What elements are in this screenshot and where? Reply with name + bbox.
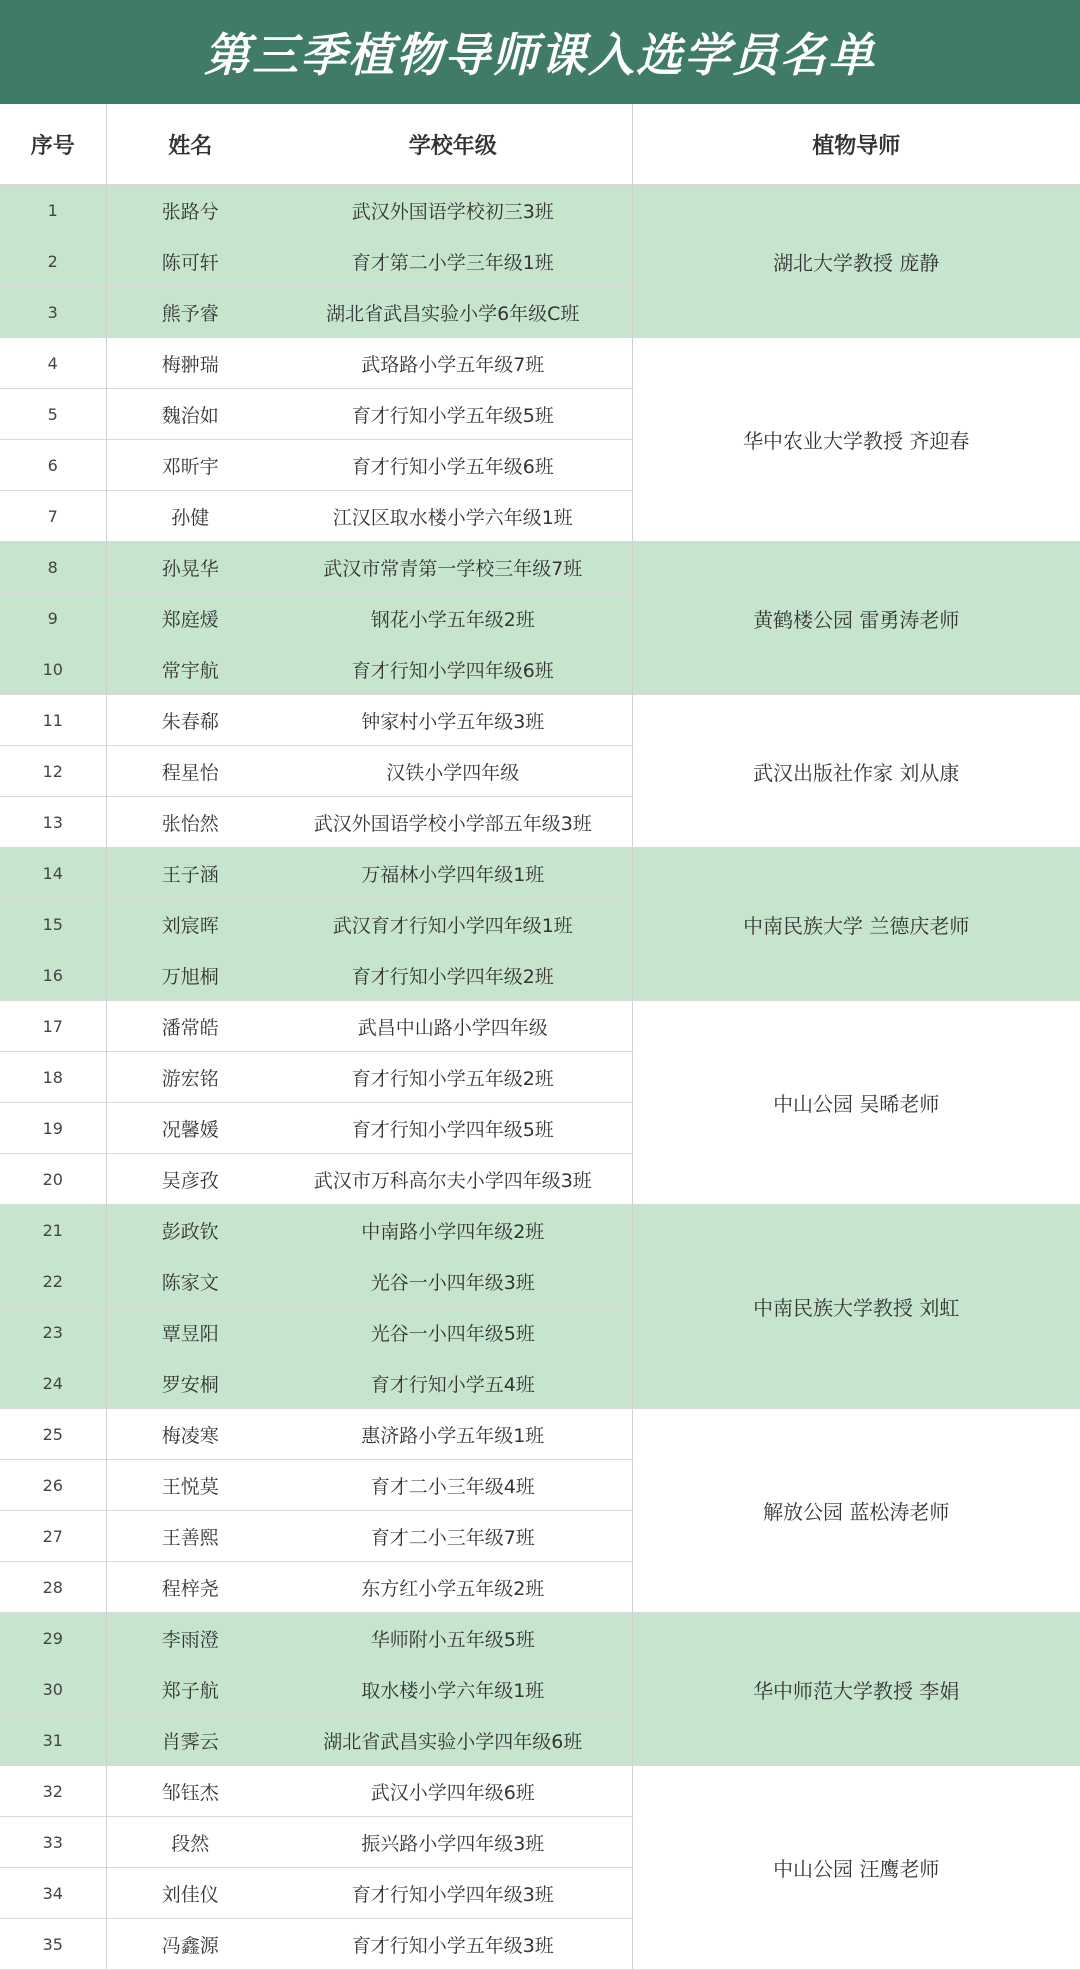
student-number: 20 — [0, 1154, 106, 1205]
student-name: 罗安桐 — [106, 1358, 274, 1409]
student-name: 张路兮 — [106, 185, 274, 236]
student-name: 孙晃华 — [106, 542, 274, 593]
header-school: 学校年级 — [274, 104, 632, 185]
student-school: 育才行知小学五4班 — [274, 1358, 632, 1409]
header-no: 序号 — [0, 104, 106, 185]
student-school: 育才二小三年级4班 — [274, 1460, 632, 1511]
student-school: 武汉小学四年级6班 — [274, 1766, 632, 1817]
student-name: 万旭桐 — [106, 950, 274, 1001]
student-name: 刘宸晖 — [106, 899, 274, 950]
student-school: 湖北省武昌实验小学四年级6班 — [274, 1715, 632, 1766]
student-school: 育才行知小学四年级2班 — [274, 950, 632, 1001]
student-school: 钟家村小学五年级3班 — [274, 695, 632, 746]
student-number: 3 — [0, 287, 106, 338]
student-number: 1 — [0, 185, 106, 236]
table-row — [0, 1409, 1080, 1460]
student-name: 李雨澄 — [106, 1613, 274, 1664]
page-title: 第三季植物导师课入选学员名单 — [204, 28, 876, 82]
student-school: 育才行知小学五年级3班 — [274, 1919, 632, 1970]
student-number: 13 — [0, 797, 106, 848]
student-number: 24 — [0, 1358, 106, 1409]
student-number: 35 — [0, 1919, 106, 1970]
student-school: 育才行知小学五年级5班 — [274, 389, 632, 440]
student-number: 28 — [0, 1562, 106, 1613]
student-name: 熊予睿 — [106, 287, 274, 338]
student-school: 武珞路小学五年级7班 — [274, 338, 632, 389]
student-name: 郑庭煖 — [106, 593, 274, 644]
student-name: 冯鑫源 — [106, 1919, 274, 1970]
header-mentor: 植物导师 — [632, 104, 1080, 185]
student-school: 育才行知小学五年级6班 — [274, 440, 632, 491]
mentor-cell: 武汉出版社作家 刘从康 — [632, 695, 1080, 848]
table-row — [0, 695, 1080, 746]
student-name: 彭政钦 — [106, 1205, 274, 1256]
student-name: 段然 — [106, 1817, 274, 1868]
table-row — [0, 185, 1080, 236]
table-row — [0, 1613, 1080, 1664]
student-number: 5 — [0, 389, 106, 440]
student-name: 梅翀瑞 — [106, 338, 274, 389]
student-school: 惠济路小学五年级1班 — [274, 1409, 632, 1460]
mentor-cell: 中南民族大学教授 刘虹 — [632, 1205, 1080, 1409]
table-row — [0, 338, 1080, 389]
student-number: 23 — [0, 1307, 106, 1358]
student-number: 21 — [0, 1205, 106, 1256]
student-name: 陈家文 — [106, 1256, 274, 1307]
student-name: 况馨媛 — [106, 1103, 274, 1154]
mentor-cell: 湖北大学教授 庞静 — [632, 185, 1080, 338]
student-name: 陈可轩 — [106, 236, 274, 287]
student-name: 刘佳仪 — [106, 1868, 274, 1919]
student-school: 江汉区取水楼小学六年级1班 — [274, 491, 632, 542]
student-number: 16 — [0, 950, 106, 1001]
table-row — [0, 1205, 1080, 1256]
student-name: 吴彦孜 — [106, 1154, 274, 1205]
table-row — [0, 1766, 1080, 1817]
student-school: 育才第二小学三年级1班 — [274, 236, 632, 287]
student-school: 万福林小学四年级1班 — [274, 848, 632, 899]
student-number: 25 — [0, 1409, 106, 1460]
mentor-cell: 中山公园 吴晞老师 — [632, 1001, 1080, 1205]
student-number: 32 — [0, 1766, 106, 1817]
mentor-cell: 中南民族大学 兰德庆老师 — [632, 848, 1080, 1001]
table-row — [0, 1001, 1080, 1052]
student-number: 7 — [0, 491, 106, 542]
student-number: 31 — [0, 1715, 106, 1766]
student-name: 邓昕宇 — [106, 440, 274, 491]
student-school: 武汉外国语学校初三3班 — [274, 185, 632, 236]
student-school: 光谷一小四年级3班 — [274, 1256, 632, 1307]
student-number: 14 — [0, 848, 106, 899]
student-number: 9 — [0, 593, 106, 644]
student-number: 18 — [0, 1052, 106, 1103]
student-number: 27 — [0, 1511, 106, 1562]
student-number: 12 — [0, 746, 106, 797]
student-name: 邹钰杰 — [106, 1766, 274, 1817]
student-number: 10 — [0, 644, 106, 695]
student-number: 2 — [0, 236, 106, 287]
student-number: 22 — [0, 1256, 106, 1307]
student-school: 钢花小学五年级2班 — [274, 593, 632, 644]
student-number: 26 — [0, 1460, 106, 1511]
header-name: 姓名 — [106, 104, 274, 185]
student-name: 郑子航 — [106, 1664, 274, 1715]
mentor-cell: 黄鹤楼公园 雷勇涛老师 — [632, 542, 1080, 695]
student-name: 程星怡 — [106, 746, 274, 797]
student-school: 光谷一小四年级5班 — [274, 1307, 632, 1358]
student-school: 武汉育才行知小学四年级1班 — [274, 899, 632, 950]
mentor-cell: 华中农业大学教授 齐迎春 — [632, 338, 1080, 542]
student-number: 17 — [0, 1001, 106, 1052]
table-row — [0, 848, 1080, 899]
student-school: 育才行知小学四年级6班 — [274, 644, 632, 695]
student-name: 程梓尧 — [106, 1562, 274, 1613]
student-name: 魏治如 — [106, 389, 274, 440]
student-number: 4 — [0, 338, 106, 389]
student-number: 8 — [0, 542, 106, 593]
student-name: 游宏铭 — [106, 1052, 274, 1103]
student-name: 潘常皓 — [106, 1001, 274, 1052]
student-school: 湖北省武昌实验小学6年级C班 — [274, 287, 632, 338]
student-name: 王子涵 — [106, 848, 274, 899]
student-number: 30 — [0, 1664, 106, 1715]
student-number: 29 — [0, 1613, 106, 1664]
student-number: 33 — [0, 1817, 106, 1868]
student-school: 东方红小学五年级2班 — [274, 1562, 632, 1613]
student-school: 中南路小学四年级2班 — [274, 1205, 632, 1256]
student-number: 6 — [0, 440, 106, 491]
student-number: 34 — [0, 1868, 106, 1919]
student-school: 汉铁小学四年级 — [274, 746, 632, 797]
mentor-cell: 解放公园 蓝松涛老师 — [632, 1409, 1080, 1613]
student-school: 育才行知小学五年级2班 — [274, 1052, 632, 1103]
student-school: 武汉市常青第一学校三年级7班 — [274, 542, 632, 593]
roster-body — [0, 185, 1080, 1970]
student-name: 肖霁云 — [106, 1715, 274, 1766]
student-name: 王善熙 — [106, 1511, 274, 1562]
student-number: 15 — [0, 899, 106, 950]
student-name: 朱春郗 — [106, 695, 274, 746]
student-name: 常宇航 — [106, 644, 274, 695]
student-name: 覃昱阳 — [106, 1307, 274, 1358]
student-school: 育才行知小学四年级5班 — [274, 1103, 632, 1154]
table-header-row — [0, 104, 1080, 185]
student-school: 武汉外国语学校小学部五年级3班 — [274, 797, 632, 848]
mentor-cell: 中山公园 汪鹰老师 — [632, 1766, 1080, 1970]
table-row — [0, 542, 1080, 593]
student-number: 19 — [0, 1103, 106, 1154]
student-name: 梅凌寒 — [106, 1409, 274, 1460]
student-school: 育才二小三年级7班 — [274, 1511, 632, 1562]
student-school: 武汉市万科高尔夫小学四年级3班 — [274, 1154, 632, 1205]
student-school: 取水楼小学六年级1班 — [274, 1664, 632, 1715]
student-school: 振兴路小学四年级3班 — [274, 1817, 632, 1868]
title-banner — [0, 0, 1080, 104]
student-number: 11 — [0, 695, 106, 746]
mentor-cell: 华中师范大学教授 李娟 — [632, 1613, 1080, 1766]
student-name: 王悦莫 — [106, 1460, 274, 1511]
roster-table — [0, 104, 1080, 1970]
student-school: 华师附小五年级5班 — [274, 1613, 632, 1664]
student-name: 孙健 — [106, 491, 274, 542]
student-name: 张怡然 — [106, 797, 274, 848]
student-school: 育才行知小学四年级3班 — [274, 1868, 632, 1919]
student-school: 武昌中山路小学四年级 — [274, 1001, 632, 1052]
